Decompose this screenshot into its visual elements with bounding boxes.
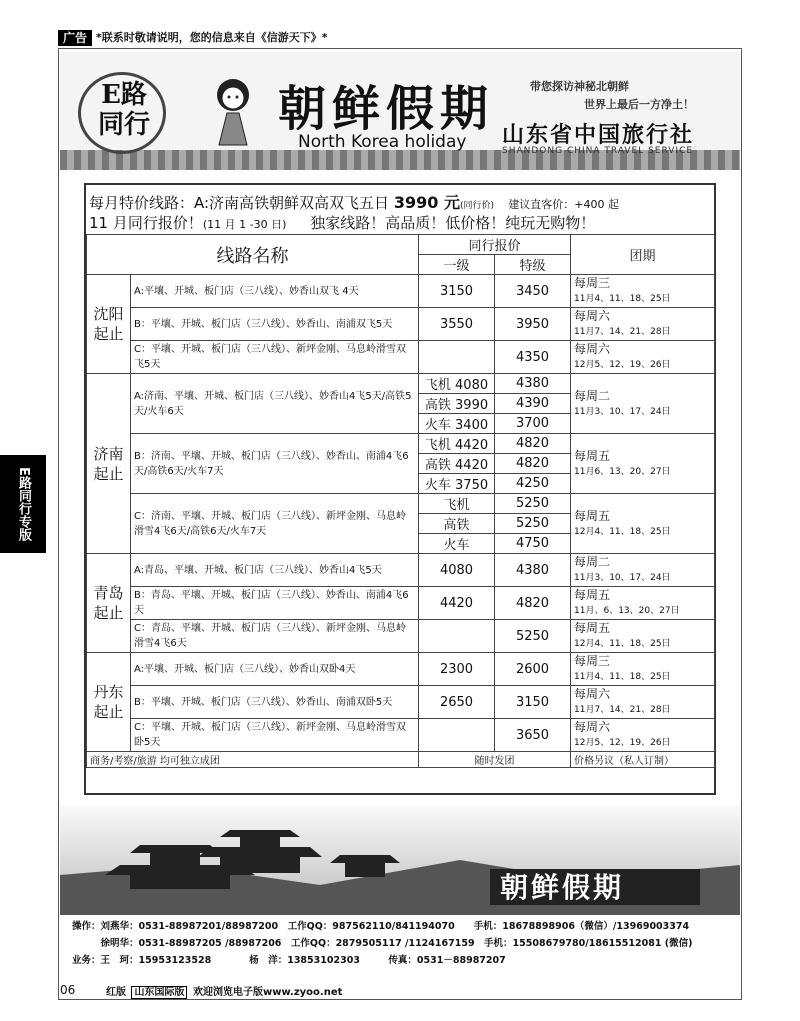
schedule-weekday: 每周六 [574, 342, 611, 356]
route-description: C：平壤、开城、板门店（三八线）、新坪金刚、马息岭滑雪双卧5天 [131, 719, 419, 752]
edition-name: 红版 [106, 987, 126, 998]
schedule-weekday: 每周五 [574, 508, 611, 523]
departure-schedule [571, 434, 715, 494]
offer-price: 3990 元 [393, 193, 460, 212]
route-description: A:济南、平壤、开城、板门店（三八线）、妙香山4飞5天/高铁5天/火车6天 [131, 374, 419, 434]
region-origin: 丹东 起止 [87, 653, 131, 752]
price-grade-2: 5250 [495, 620, 571, 653]
header-schedule: 团期 [571, 235, 715, 275]
table-row [87, 341, 715, 358]
footer-note-groups: 商务/考察/旅游 均可独立成团 [87, 752, 419, 768]
side-edition-label: E路同行专版 [0, 455, 46, 553]
price-grade-2: 4250 [495, 474, 571, 494]
price-grade-1: 飞机 4420 [419, 434, 495, 454]
schedule-dates: 11月、6、13、20、27日 [574, 606, 680, 616]
route-description: C：济南、平壤、开城、板门店（三八线）、新坪金刚、马息岭滑雪4飞6天/高铁6天/火车7天 [131, 494, 419, 554]
contact-line: 徐明华：0531-88987205 /88987206 工作QQ：2879505117 /1124167159 手机：15508679780/18615512081 (微信) [72, 938, 693, 949]
schedule-dates: 11月4、11、18、25日 [574, 294, 671, 304]
price-grade-1: 2650 [419, 686, 495, 719]
offer-route: 每月特价线路：A:济南高铁朝鲜双高双飞五日 [89, 194, 390, 212]
route-description: A:青岛、平壤、开城、板门店（三八线）、妙香山4飞5天 [131, 554, 419, 587]
schedule-dates: 11月6、13、20、27日 [574, 466, 671, 477]
price-grade-2: 5250 [495, 514, 571, 534]
quote-dates: (11 月 1 -30 日) [202, 218, 287, 231]
schedule-weekday: 每周五 [574, 448, 611, 463]
table-row [87, 653, 715, 670]
schedule-weekday: 每周五 [574, 588, 611, 602]
contact-line: 操作：刘燕华：0531-88987201/88987200 工作QQ：987562110/841194070 手机：18678898906（微信）/13969003374 [72, 921, 690, 932]
source-notice: *联系时敬请说明，您的信息来自《信游天下》* [96, 31, 328, 44]
departure-schedule [571, 341, 715, 374]
price-grade-1: 4420 [419, 587, 495, 620]
table-row [87, 686, 715, 703]
table-row [87, 587, 715, 604]
schedule-weekday: 每周三 [574, 654, 611, 668]
price-grade-1 [419, 620, 495, 653]
price-grade-2: 3650 [495, 719, 571, 752]
price-grade-1: 火车 3400 [419, 414, 495, 434]
edition-url-text[interactable]: 欢迎浏览电子版www.zyoo.net [192, 987, 343, 998]
contact-block [72, 918, 692, 969]
palace-landscape-image [60, 805, 740, 915]
price-grade-2: 3450 [495, 275, 571, 308]
departure-schedule [571, 554, 715, 587]
price-grade-2: 2600 [495, 653, 571, 686]
departure-schedule [571, 653, 715, 686]
header-grade-1: 一级 [419, 255, 495, 275]
price-grade-2: 4380 [495, 554, 571, 587]
price-grade-2: 4820 [495, 587, 571, 620]
departure-schedule [571, 620, 715, 653]
schedule-dates: 12月5、12、19、26日 [574, 738, 671, 748]
region-origin: 济南 起止 [87, 374, 131, 554]
route-description: A:平壤、开城、板门店（三八线）、妙香山双卧4天 [131, 653, 419, 686]
schedule-weekday: 每周二 [574, 388, 611, 403]
region-origin: 青岛 起止 [87, 554, 131, 653]
header-route-name: 线路名称 [87, 235, 419, 275]
price-grade-2: 4390 [495, 394, 571, 414]
region-origin: 沈阳 起止 [87, 275, 131, 374]
slogan-2: 世界上最后一方净土！ [584, 98, 694, 111]
company-name-en: SHANDONG CHINA TRAVEL SERVICE [502, 146, 694, 156]
footer-note-departure: 随时发团 [419, 752, 571, 768]
price-grade-2: 4820 [495, 434, 571, 454]
monthly-quote-line [89, 212, 595, 233]
schedule-weekday: 每周五 [574, 621, 611, 635]
route-description: B：济南、平壤、开城、板门店（三八线）、妙香山、南浦4飞6天/高铁6天/火车7天 [131, 434, 419, 494]
price-grade-1: 火车 3750 [419, 474, 495, 494]
price-grade-1 [419, 341, 495, 374]
schedule-weekday: 每周三 [574, 276, 611, 290]
price-grade-2: 3700 [495, 414, 571, 434]
table-row [87, 434, 715, 454]
table-row [87, 275, 715, 292]
special-offer-line [89, 190, 619, 213]
price-grade-2: 4750 [495, 534, 571, 554]
footer-note-pricing: 价格另议（私人订制） [571, 752, 715, 768]
offer-direct-price: 建议直客价：+400 起 [508, 198, 620, 211]
price-grade-1: 火车 [419, 534, 495, 554]
ad-tag: 广告 [58, 30, 92, 46]
table-row [87, 620, 715, 637]
schedule-dates: 12月5、12、19、26日 [574, 360, 671, 370]
table-row [87, 374, 715, 394]
schedule-weekday: 每周六 [574, 687, 611, 701]
route-description: C：平壤、开城、板门店（三八线）、新坪金刚、马息岭滑雪双飞5天 [131, 341, 419, 374]
departure-schedule [571, 494, 715, 554]
schedule-dates: 11月7、14、21、28日 [574, 327, 671, 337]
route-description: B：平壤、开城、板门店（三八线）、妙香山、南浦双卧5天 [131, 686, 419, 719]
main-title: 朝鲜假期 [278, 81, 495, 137]
edition-footer [106, 983, 342, 998]
offer-price-note: (同行价) [459, 201, 494, 211]
table-row [87, 494, 715, 514]
cartoon-girl-illustration [205, 75, 261, 147]
departure-schedule [571, 686, 715, 719]
departure-schedule [571, 587, 715, 620]
departure-schedule [571, 719, 715, 752]
price-grade-2: 4820 [495, 454, 571, 474]
route-description: B：平壤、开城、板门店（三八线）、妙香山、南浦双飞5天 [131, 308, 419, 341]
route-description: A:平壤、开城、板门店（三八线）、妙香山双飞 4天 [131, 275, 419, 308]
header-grade-2: 特级 [495, 255, 571, 275]
departure-schedule [571, 374, 715, 434]
price-grade-1 [419, 719, 495, 752]
table-row [87, 554, 715, 571]
price-grade-2: 4350 [495, 341, 571, 374]
departure-schedule [571, 308, 715, 341]
price-grade-1: 3150 [419, 275, 495, 308]
price-grade-1: 飞机 [419, 494, 495, 514]
price-grade-1: 高铁 [419, 514, 495, 534]
departure-schedule [571, 275, 715, 308]
schedule-weekday: 每周六 [574, 720, 611, 734]
english-subtitle: North Korea holiday [298, 132, 467, 152]
schedule-dates: 11月3、10、17、24日 [574, 406, 671, 417]
price-grade-2: 4380 [495, 374, 571, 394]
logo: E路同行 [97, 80, 150, 140]
table-row [87, 308, 715, 325]
price-grade-1: 3550 [419, 308, 495, 341]
quote-slogan: 独家线路！高品质！低价格！纯玩无购物！ [310, 214, 596, 232]
schedule-dates: 11月3、10、17、24日 [574, 573, 671, 583]
schedule-dates: 12月4、11、18、25日 [574, 526, 671, 537]
route-description: C：青岛、平壤、开城、板门店（三八线）、新坪金刚、马息岭滑雪4飞6天 [131, 620, 419, 653]
price-grade-1: 飞机 4080 [419, 374, 495, 394]
route-price-table [86, 234, 715, 768]
price-grade-2: 3150 [495, 686, 571, 719]
company-name: 山东省中国旅行社 [502, 123, 695, 148]
schedule-dates: 11月7、14、21、28日 [574, 705, 671, 715]
price-grade-1: 高铁 3990 [419, 394, 495, 414]
price-grade-1: 高铁 4420 [419, 454, 495, 474]
landscape-caption: 朝鲜假期 [500, 871, 625, 904]
route-description: B：青岛、平壤、开城、板门店（三八线）、妙香山、南浦4飞6天 [131, 587, 419, 620]
quote-title: 11 月同行报价！ [89, 214, 203, 232]
edition-box: 山东国际版 [131, 986, 187, 999]
schedule-weekday: 每周二 [574, 555, 611, 569]
schedule-dates: 12月4、11、18、25日 [574, 639, 671, 649]
slogan-1: 带您探访神秘北朝鲜 [530, 80, 629, 93]
page-number: 06 [60, 983, 76, 997]
price-grade-2: 5250 [495, 494, 571, 514]
contact-line: 业务：王 珂：15953123528 杨 洋：13853102303 传真：0531－88987207 [72, 955, 506, 966]
schedule-dates: 11月4、11、18、25日 [574, 672, 671, 682]
header-peer-price: 同行报价 [419, 235, 571, 255]
price-grade-1: 2300 [419, 653, 495, 686]
price-grade-1: 4080 [419, 554, 495, 587]
table-row [87, 719, 715, 736]
schedule-weekday: 每周六 [574, 309, 611, 323]
price-grade-2: 3950 [495, 308, 571, 341]
